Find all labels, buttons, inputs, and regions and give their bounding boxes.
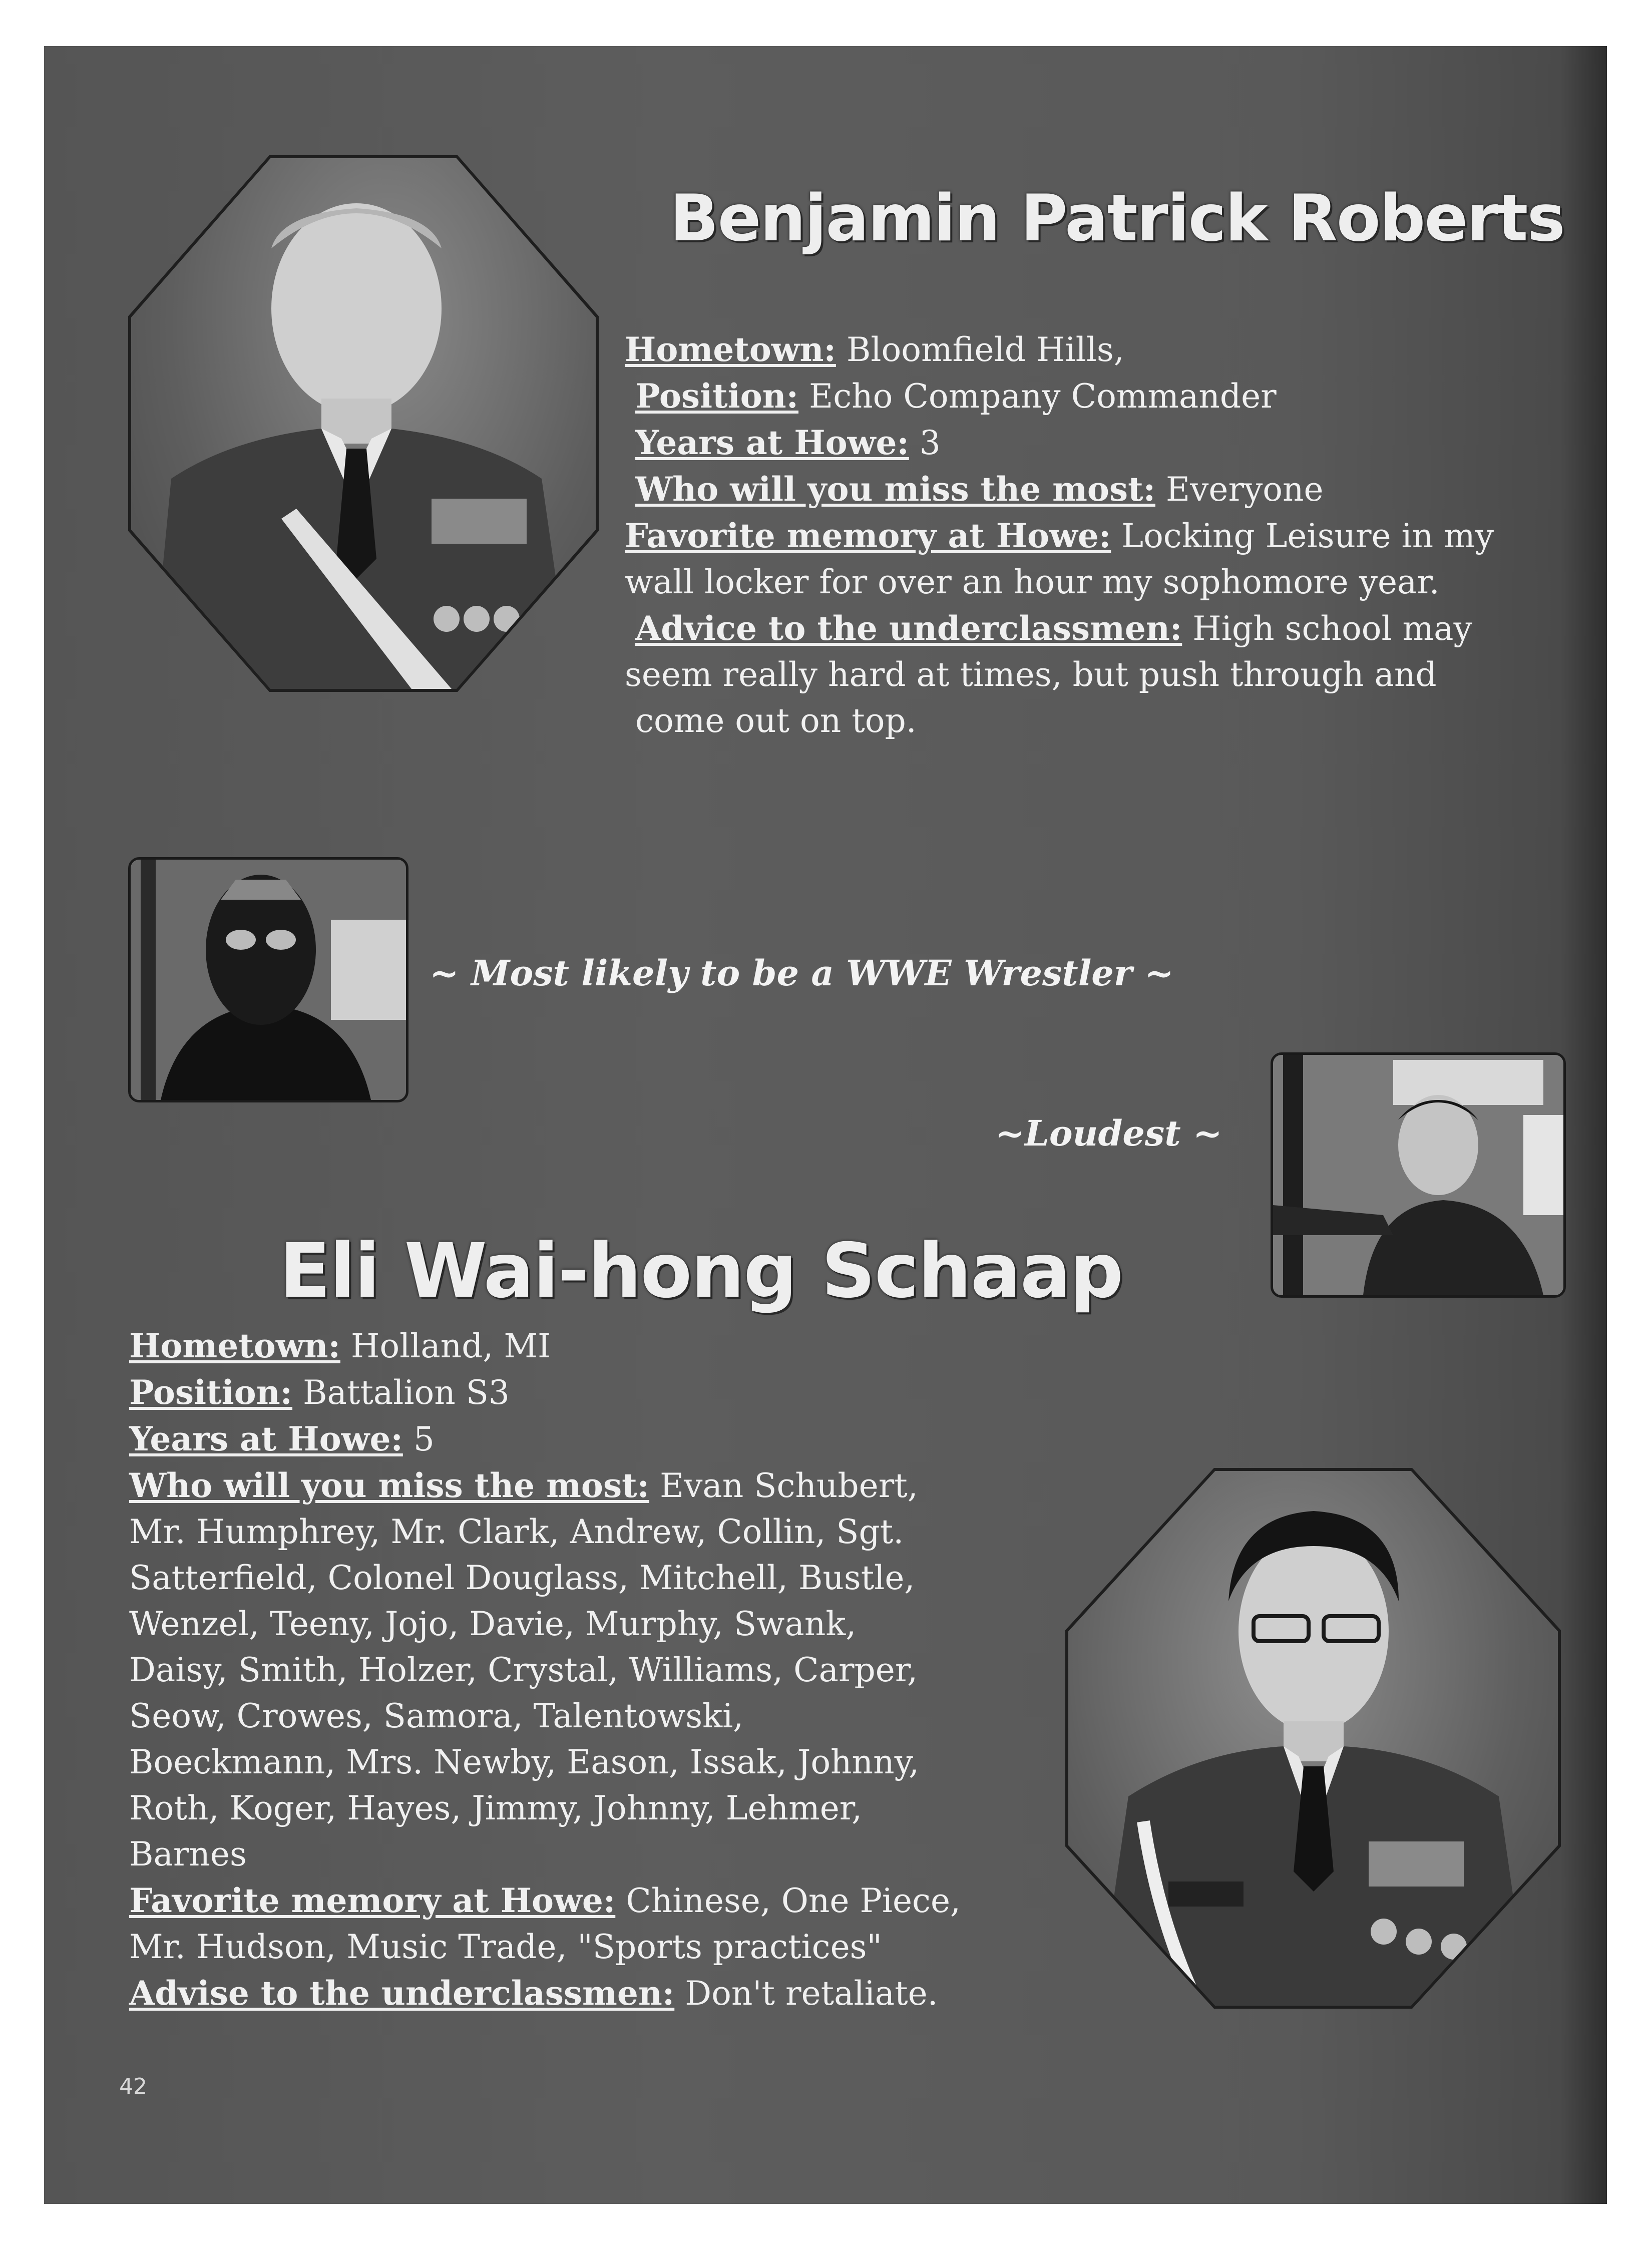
uniform-figure-icon <box>131 158 596 689</box>
position-line <box>129 1369 961 1416</box>
memory-value: Locking Leisure in my <box>1121 517 1494 555</box>
miss-continued: Mr. Humphrey, Mr. Clark, Andrew, Collin, Sgt. <box>129 1513 904 1551</box>
student2-bio <box>129 1323 961 2017</box>
roberts-portrait <box>128 155 599 692</box>
advice-continued: seem really hard at times, but push through and <box>625 655 1437 694</box>
advice-label: Advice to the underclassmen: <box>635 609 1182 648</box>
student1-name: Benjamin Patrick Roberts <box>670 181 1564 256</box>
advice-line <box>129 1970 961 2017</box>
hometown-label: Hometown: <box>625 330 836 369</box>
miss-continued: Boeckmann, Mrs. Newby, Eason, Issak, Johnny, <box>129 1743 920 1781</box>
years-label: Years at Howe: <box>635 423 909 462</box>
miss-label: Who will you miss the most: <box>129 1466 649 1505</box>
years-value: 3 <box>919 424 941 462</box>
years-value: 5 <box>413 1420 435 1458</box>
memory-continued: wall locker for over an hour my sophomore year. <box>625 563 1440 601</box>
miss-continued: Wenzel, Teeny, Jojo, Davie, Murphy, Swank, <box>129 1605 857 1643</box>
wrestler-caption: ~ Most likely to be a WWE Wrestler ~ <box>430 952 1174 994</box>
position-label: Position: <box>635 377 799 416</box>
years-label: Years at Howe: <box>129 1419 403 1458</box>
position-value: Echo Company Commander <box>809 377 1277 416</box>
memory-line <box>625 513 1494 559</box>
years-line <box>129 1416 961 1462</box>
miss-line <box>129 1462 961 1509</box>
advice-line <box>625 605 1494 652</box>
wrestler-snapshot <box>128 857 408 1102</box>
memory-continued: Mr. Hudson, Music Trade, "Sports practices" <box>129 1928 882 1966</box>
hometown-value: Bloomfield Hills, <box>846 330 1124 369</box>
miss-continued: Daisy, Smith, Holzer, Crystal, Williams, Carper, <box>129 1651 918 1689</box>
uniform-figure-icon <box>1068 1471 1558 2006</box>
advice-continued <box>625 698 1494 744</box>
memory-value: Chinese, One Piece, <box>626 1882 961 1920</box>
hometown-value: Holland, MI <box>350 1327 551 1365</box>
miss-label: Who will you miss the most: <box>635 470 1155 509</box>
miss-line <box>625 466 1494 513</box>
loudest-caption: ~Loudest ~ <box>995 1112 1222 1154</box>
advice-value: High school may <box>1192 609 1472 648</box>
yearbook-page <box>44 46 1607 2204</box>
position-value: Battalion S3 <box>303 1373 510 1412</box>
miss-continued: Satterfield, Colonel Douglass, Mitchell, Bustle, <box>129 1559 915 1597</box>
position-line <box>625 373 1494 420</box>
miss-continued: Barnes <box>129 1835 247 1873</box>
schaap-portrait <box>1065 1468 1561 2009</box>
position-label: Position: <box>129 1373 293 1412</box>
memory-label: Favorite memory at Howe: <box>129 1881 616 1920</box>
hometown-line <box>129 1323 961 1369</box>
student1-bio <box>625 326 1494 744</box>
miss-value: Evan Schubert, <box>659 1466 918 1505</box>
masked-figure-icon <box>131 860 406 1100</box>
shouting-figure-icon <box>1273 1055 1563 1295</box>
advice-value: Don't retaliate. <box>685 1974 938 2013</box>
years-line <box>625 420 1494 466</box>
hometown-line <box>625 326 1494 373</box>
miss-value: Everyone <box>1165 470 1324 509</box>
advice-end: come out on top. <box>635 701 917 740</box>
memory-label: Favorite memory at Howe: <box>625 516 1111 555</box>
student2-name: Eli Wai-hong Schaap <box>279 1228 1123 1315</box>
hometown-label: Hometown: <box>129 1326 340 1365</box>
page-number: 42 <box>119 2074 147 2099</box>
loudest-snapshot <box>1271 1052 1566 1298</box>
advice-label: Advise to the underclassmen: <box>129 1974 675 2013</box>
miss-continued: Roth, Koger, Hayes, Jimmy, Johnny, Lehmer, <box>129 1789 863 1827</box>
miss-continued: Seow, Crowes, Samora, Talentowski, <box>129 1697 744 1735</box>
memory-line <box>129 1878 961 1924</box>
